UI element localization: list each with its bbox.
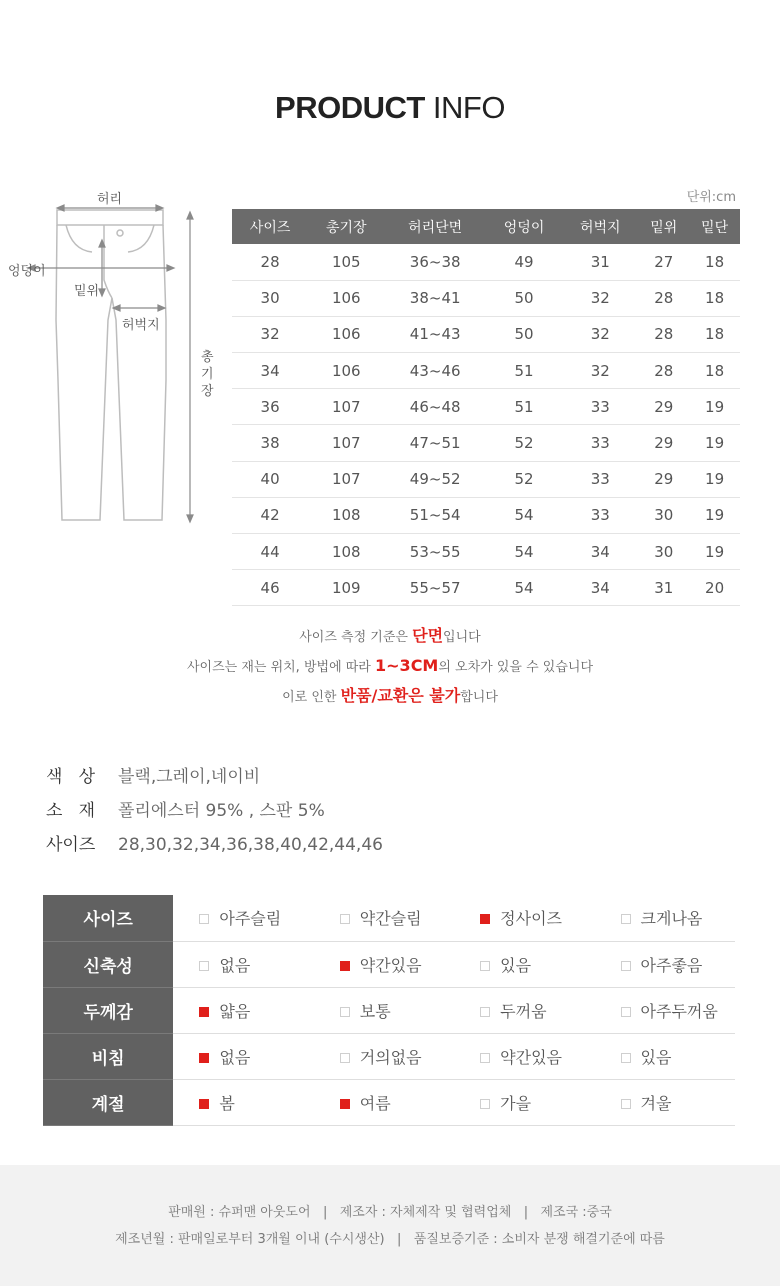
option-label: 얇음 bbox=[219, 1001, 251, 1021]
feature-option bbox=[454, 1033, 594, 1079]
note-text: 사이즈 측정 기준은 bbox=[299, 630, 413, 645]
table-cell: 107 bbox=[308, 389, 384, 425]
table-cell: 52 bbox=[486, 425, 562, 461]
table-cell: 43~46 bbox=[384, 353, 486, 389]
unchecked-box-icon bbox=[480, 1053, 490, 1063]
option-label: 약간있음 bbox=[500, 1047, 562, 1067]
table-row bbox=[232, 280, 740, 316]
option-label: 가을 bbox=[500, 1093, 532, 1113]
note-line-2 bbox=[0, 652, 780, 682]
table-cell: 31 bbox=[638, 570, 689, 606]
table-cell: 33 bbox=[562, 425, 638, 461]
note-line-3 bbox=[0, 682, 780, 712]
table-cell: 53~55 bbox=[384, 534, 486, 570]
table-cell: 27 bbox=[638, 244, 689, 280]
table-cell: 34 bbox=[232, 353, 308, 389]
table-cell: 32 bbox=[562, 316, 638, 352]
note-text: 입니다 bbox=[443, 630, 481, 645]
spec-key: 소 재 bbox=[46, 801, 96, 821]
table-cell: 34 bbox=[562, 534, 638, 570]
feature-row bbox=[43, 895, 735, 941]
label-hip: 엉덩이 bbox=[8, 264, 46, 279]
spec-value: 블랙,그레이,네이비 bbox=[118, 767, 261, 787]
table-cell: 109 bbox=[308, 570, 384, 606]
table-cell: 51 bbox=[486, 353, 562, 389]
label-total-length-1: 총 bbox=[201, 350, 214, 365]
unit-label: 단위:cm bbox=[686, 190, 736, 205]
table-row bbox=[232, 244, 740, 280]
table-cell: 32 bbox=[562, 353, 638, 389]
table-row bbox=[232, 389, 740, 425]
feature-option bbox=[595, 1033, 735, 1079]
table-cell: 30 bbox=[638, 534, 689, 570]
option-label: 정사이즈 bbox=[500, 909, 562, 929]
footer-line-2: 제조년월 : 판매일로부터 3개월 이내 (수시생산) | 품질보증기준 : 소비자 분쟁 해결기준에 따름 bbox=[115, 1232, 665, 1247]
feature-label: 계절 bbox=[43, 1079, 173, 1125]
feature-option bbox=[314, 1033, 454, 1079]
option-label: 아주슬림 bbox=[219, 909, 282, 929]
option-label: 있음 bbox=[500, 955, 532, 975]
unchecked-box-icon bbox=[480, 1099, 490, 1109]
table-cell: 105 bbox=[308, 244, 384, 280]
checked-box-icon bbox=[199, 1053, 209, 1063]
table-cell: 18 bbox=[689, 280, 740, 316]
table-cell: 42 bbox=[232, 497, 308, 533]
feature-label: 비침 bbox=[43, 1033, 173, 1079]
table-cell: 108 bbox=[308, 534, 384, 570]
table-cell: 28 bbox=[638, 353, 689, 389]
footer-line-1: 판매원 : 슈퍼맨 아웃도어 | 제조자 : 자체제작 및 협력업체 | 제조국 :중국 bbox=[168, 1205, 612, 1220]
table-cell: 55~57 bbox=[384, 570, 486, 606]
table-row bbox=[232, 461, 740, 497]
table-cell: 28 bbox=[638, 280, 689, 316]
table-cell: 29 bbox=[638, 389, 689, 425]
spec-size bbox=[46, 830, 383, 855]
page-title bbox=[0, 90, 780, 126]
checked-box-icon bbox=[480, 914, 490, 924]
table-cell: 49 bbox=[486, 244, 562, 280]
spec-value: 28,30,32,34,36,38,40,42,44,46 bbox=[118, 835, 383, 855]
checked-box-icon bbox=[199, 1099, 209, 1109]
feature-option bbox=[314, 1079, 454, 1125]
option-label: 약간있음 bbox=[359, 955, 422, 975]
table-cell: 18 bbox=[689, 244, 740, 280]
feature-table bbox=[43, 895, 735, 1126]
feature-option bbox=[595, 941, 735, 987]
unchecked-box-icon bbox=[480, 961, 490, 971]
option-label: 여름 bbox=[359, 1093, 391, 1113]
unchecked-box-icon bbox=[199, 914, 209, 924]
feature-option bbox=[314, 895, 454, 941]
spec-value: 폴리에스터 95% , 스판 5% bbox=[118, 801, 325, 821]
unchecked-box-icon bbox=[621, 1053, 631, 1063]
note-highlight: 1~3CM bbox=[375, 656, 439, 675]
note-text: 이로 인한 bbox=[282, 690, 341, 705]
table-cell: 32 bbox=[232, 316, 308, 352]
option-label: 크게나옴 bbox=[640, 909, 703, 929]
table-cell: 36 bbox=[232, 389, 308, 425]
size-table bbox=[232, 209, 740, 606]
unchecked-box-icon bbox=[621, 1007, 631, 1017]
table-cell: 19 bbox=[689, 497, 740, 533]
unchecked-box-icon bbox=[621, 1099, 631, 1109]
table-cell: 107 bbox=[308, 461, 384, 497]
table-row bbox=[232, 425, 740, 461]
label-waist: 허리 bbox=[97, 192, 123, 207]
unchecked-box-icon bbox=[199, 961, 209, 971]
table-cell: 30 bbox=[232, 280, 308, 316]
table-cell: 29 bbox=[638, 461, 689, 497]
table-cell: 51 bbox=[486, 389, 562, 425]
table-row bbox=[232, 570, 740, 606]
checked-box-icon bbox=[340, 961, 350, 971]
feature-option bbox=[595, 895, 735, 941]
option-label: 보통 bbox=[359, 1001, 391, 1021]
feature-option bbox=[595, 1079, 735, 1125]
table-cell: 106 bbox=[308, 353, 384, 389]
pants-diagram bbox=[0, 180, 230, 540]
spec-key: 색 상 bbox=[46, 767, 96, 787]
table-cell: 19 bbox=[689, 461, 740, 497]
unchecked-box-icon bbox=[621, 961, 631, 971]
table-row bbox=[232, 497, 740, 533]
table-cell: 28 bbox=[638, 316, 689, 352]
note-text: 사이즈는 재는 위치, 방법에 따라 bbox=[186, 660, 376, 675]
note-text: 의 오차가 있을 수 있습니다 bbox=[438, 660, 594, 675]
feature-row bbox=[43, 1079, 735, 1125]
col-header: 허리단면 bbox=[384, 209, 486, 244]
feature-row bbox=[43, 941, 735, 987]
title-bold: PRODUCT bbox=[275, 90, 425, 125]
title-light: INFO bbox=[432, 90, 505, 125]
feature-option bbox=[454, 895, 594, 941]
option-label: 아주두꺼움 bbox=[640, 1001, 718, 1021]
table-cell: 54 bbox=[486, 570, 562, 606]
table-cell: 30 bbox=[638, 497, 689, 533]
table-cell: 34 bbox=[562, 570, 638, 606]
feature-row bbox=[43, 987, 735, 1033]
table-cell: 41~43 bbox=[384, 316, 486, 352]
table-cell: 36~38 bbox=[384, 244, 486, 280]
option-label: 겨울 bbox=[640, 1093, 672, 1113]
table-cell: 54 bbox=[486, 534, 562, 570]
feature-option bbox=[173, 941, 313, 987]
option-label: 거의없음 bbox=[359, 1047, 422, 1067]
option-label: 없음 bbox=[219, 1047, 251, 1067]
feature-option bbox=[173, 895, 313, 941]
table-cell: 31 bbox=[562, 244, 638, 280]
feature-option bbox=[314, 987, 454, 1033]
table-cell: 33 bbox=[562, 497, 638, 533]
table-cell: 47~51 bbox=[384, 425, 486, 461]
note-line-1 bbox=[0, 622, 780, 652]
table-cell: 49~52 bbox=[384, 461, 486, 497]
unchecked-box-icon bbox=[340, 914, 350, 924]
col-header: 총기장 bbox=[308, 209, 384, 244]
feature-option bbox=[173, 1079, 313, 1125]
note-highlight: 반품/교환은 불가 bbox=[340, 686, 461, 705]
option-label: 있음 bbox=[640, 1047, 672, 1067]
feature-label: 신축성 bbox=[43, 941, 173, 987]
table-cell: 40 bbox=[232, 461, 308, 497]
feature-option bbox=[173, 987, 313, 1033]
option-label: 봄 bbox=[219, 1093, 235, 1113]
table-cell: 46~48 bbox=[384, 389, 486, 425]
label-thigh: 허벅지 bbox=[122, 318, 160, 333]
table-cell: 19 bbox=[689, 425, 740, 461]
table-cell: 29 bbox=[638, 425, 689, 461]
option-label: 없음 bbox=[219, 955, 251, 975]
table-row bbox=[232, 316, 740, 352]
label-rise: 밑위 bbox=[74, 284, 100, 299]
table-cell: 33 bbox=[562, 461, 638, 497]
feature-option bbox=[314, 941, 454, 987]
table-cell: 38~41 bbox=[384, 280, 486, 316]
label-total-length-3: 장 bbox=[201, 384, 214, 399]
table-cell: 54 bbox=[486, 497, 562, 533]
unchecked-box-icon bbox=[621, 914, 631, 924]
unchecked-box-icon bbox=[340, 1007, 350, 1017]
checked-box-icon bbox=[199, 1007, 209, 1017]
table-cell: 106 bbox=[308, 280, 384, 316]
table-cell: 108 bbox=[308, 497, 384, 533]
feature-option bbox=[454, 941, 594, 987]
table-cell: 46 bbox=[232, 570, 308, 606]
label-total-length-2: 기 bbox=[201, 367, 214, 382]
spec-material bbox=[46, 796, 325, 821]
feature-label: 두께감 bbox=[43, 987, 173, 1033]
table-row bbox=[232, 534, 740, 570]
table-row bbox=[232, 353, 740, 389]
note-highlight: 단면 bbox=[412, 626, 444, 645]
table-cell: 52 bbox=[486, 461, 562, 497]
option-label: 두꺼움 bbox=[500, 1001, 547, 1021]
feature-option bbox=[595, 987, 735, 1033]
table-cell: 18 bbox=[689, 353, 740, 389]
feature-option bbox=[454, 987, 594, 1033]
spec-color bbox=[46, 762, 260, 787]
table-cell: 50 bbox=[486, 316, 562, 352]
feature-row bbox=[43, 1033, 735, 1079]
option-label: 아주좋음 bbox=[640, 955, 703, 975]
size-table-header bbox=[232, 209, 740, 244]
unchecked-box-icon bbox=[480, 1007, 490, 1017]
note-text: 합니다 bbox=[460, 690, 498, 705]
col-header: 허벅지 bbox=[562, 209, 638, 244]
pants-illustration bbox=[0, 180, 230, 540]
table-cell: 19 bbox=[689, 389, 740, 425]
table-cell: 107 bbox=[308, 425, 384, 461]
table-cell: 33 bbox=[562, 389, 638, 425]
table-cell: 19 bbox=[689, 534, 740, 570]
table-cell: 38 bbox=[232, 425, 308, 461]
measurement-notes bbox=[0, 622, 780, 712]
feature-option bbox=[454, 1079, 594, 1125]
col-header: 엉덩이 bbox=[486, 209, 562, 244]
footer bbox=[0, 1165, 780, 1286]
table-cell: 28 bbox=[232, 244, 308, 280]
col-header: 밑단 bbox=[689, 209, 740, 244]
option-label: 약간슬림 bbox=[359, 909, 422, 929]
checked-box-icon bbox=[340, 1099, 350, 1109]
unchecked-box-icon bbox=[340, 1053, 350, 1063]
feature-option bbox=[173, 1033, 313, 1079]
table-cell: 20 bbox=[689, 570, 740, 606]
table-cell: 32 bbox=[562, 280, 638, 316]
spec-key: 사이즈 bbox=[46, 835, 96, 855]
table-cell: 51~54 bbox=[384, 497, 486, 533]
table-cell: 44 bbox=[232, 534, 308, 570]
col-header: 사이즈 bbox=[232, 209, 308, 244]
table-cell: 18 bbox=[689, 316, 740, 352]
feature-label: 사이즈 bbox=[43, 895, 173, 941]
table-cell: 50 bbox=[486, 280, 562, 316]
col-header: 밑위 bbox=[638, 209, 689, 244]
table-cell: 106 bbox=[308, 316, 384, 352]
